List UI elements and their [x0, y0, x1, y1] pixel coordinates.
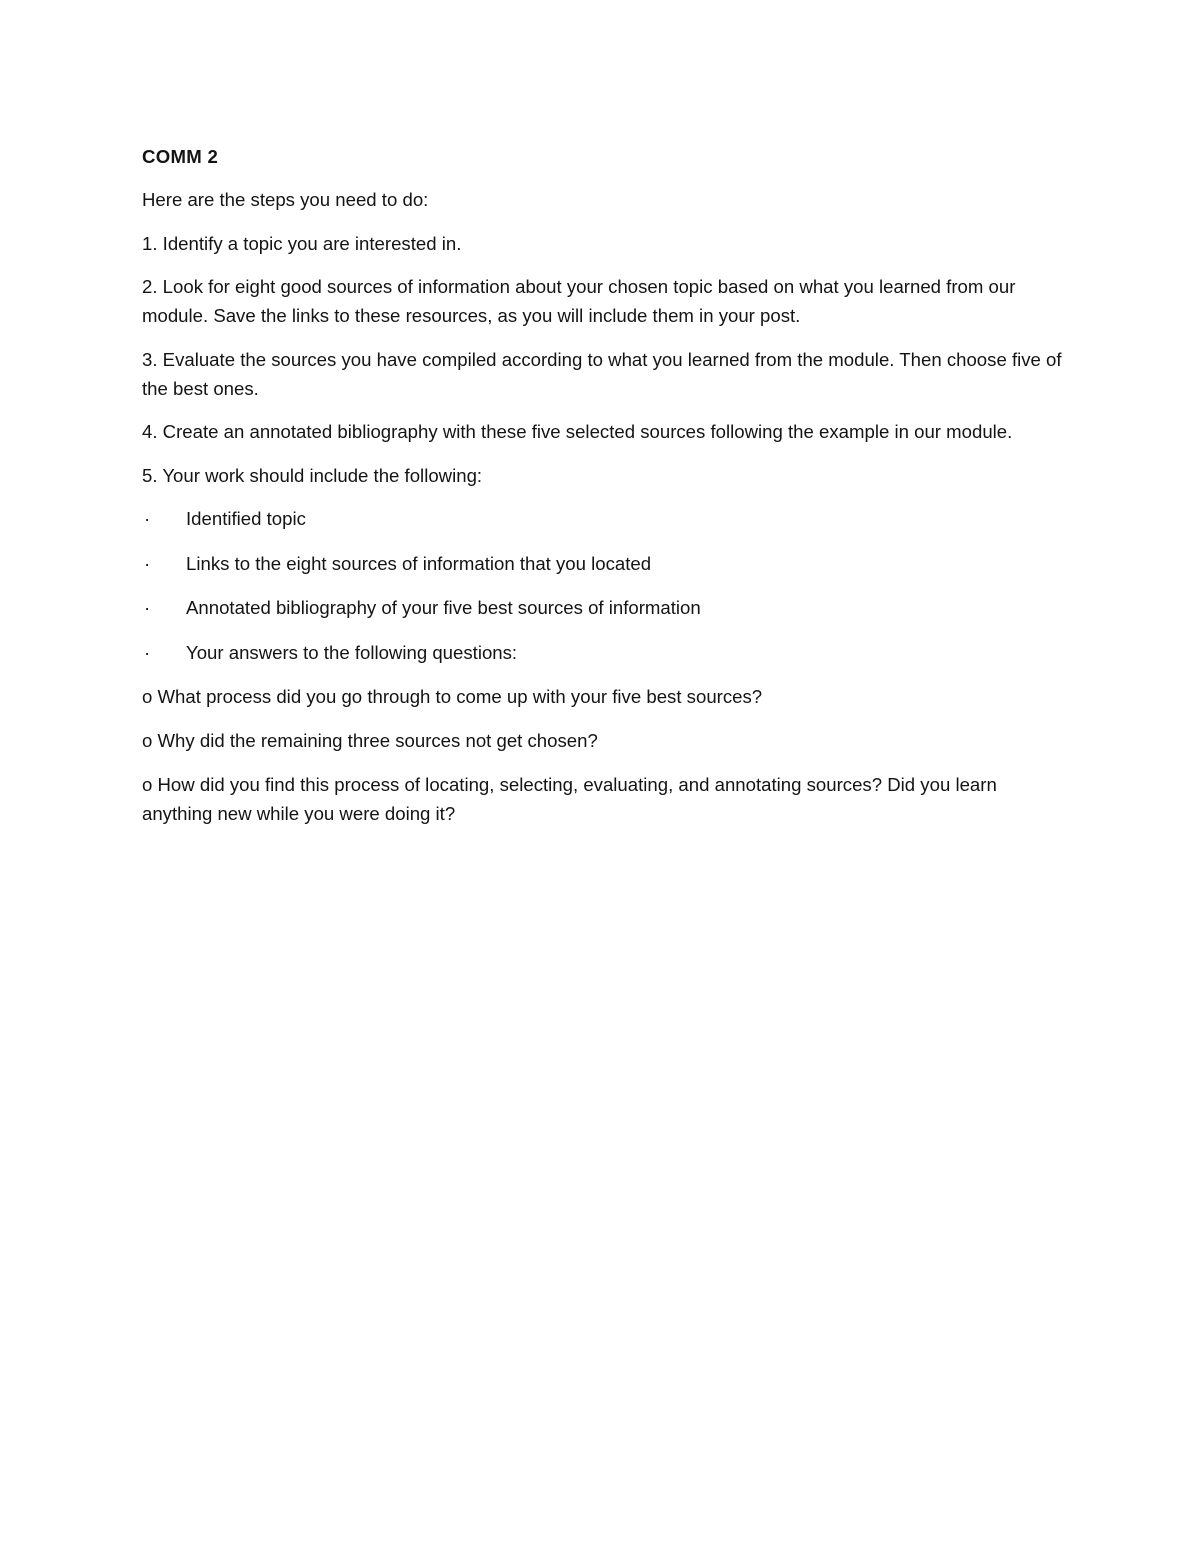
bullet-item-answers: [142, 638, 1072, 667]
question-process: o What process did you go through to come up with your five best sources?: [142, 686, 763, 707]
bullet-text: Your answers to the following questions:: [186, 641, 518, 663]
question-experience: o How did you find this process of locating, selecting, evaluating, and annotating sources? Did you learn anything new while you were doing it?: [142, 774, 997, 824]
step-5: 5. Your work should include the following:: [142, 464, 483, 486]
question-remaining-sources: o Why did the remaining three sources not get chosen?: [142, 730, 598, 751]
step-2: 2. Look for eight good sources of information about your chosen topic based on what you learned from our module. Save the links to these resources, as you will include them in your post.: [142, 276, 1016, 326]
bullet-marker: ·: [144, 597, 151, 618]
bullet-text: Annotated bibliography of your five best sources of information: [186, 597, 701, 618]
bullet-item-bibliography: [142, 593, 1072, 622]
document-title: COMM 2: [142, 146, 219, 167]
bullet-marker: ·: [144, 552, 151, 574]
bullet-item-topic: [142, 504, 1072, 533]
bullet-marker: ·: [144, 508, 151, 529]
bullet-text: Links to the eight sources of information that you located: [186, 552, 652, 574]
step-4: 4. Create an annotated bibliography with these five selected sources following the example in our module.: [142, 421, 1013, 442]
bullet-text: Identified topic: [186, 508, 306, 529]
bullet-item-links: [142, 549, 1072, 578]
step-3: 3. Evaluate the sources you have compiled according to what you learned from the module. Then choose five of the best ones.: [142, 348, 1062, 399]
step-1: 1. Identify a topic you are interested in.: [142, 232, 462, 254]
intro-text: Here are the steps you need to do:: [142, 189, 429, 210]
document-body: [142, 142, 1072, 843]
bullet-marker: ·: [144, 641, 151, 663]
